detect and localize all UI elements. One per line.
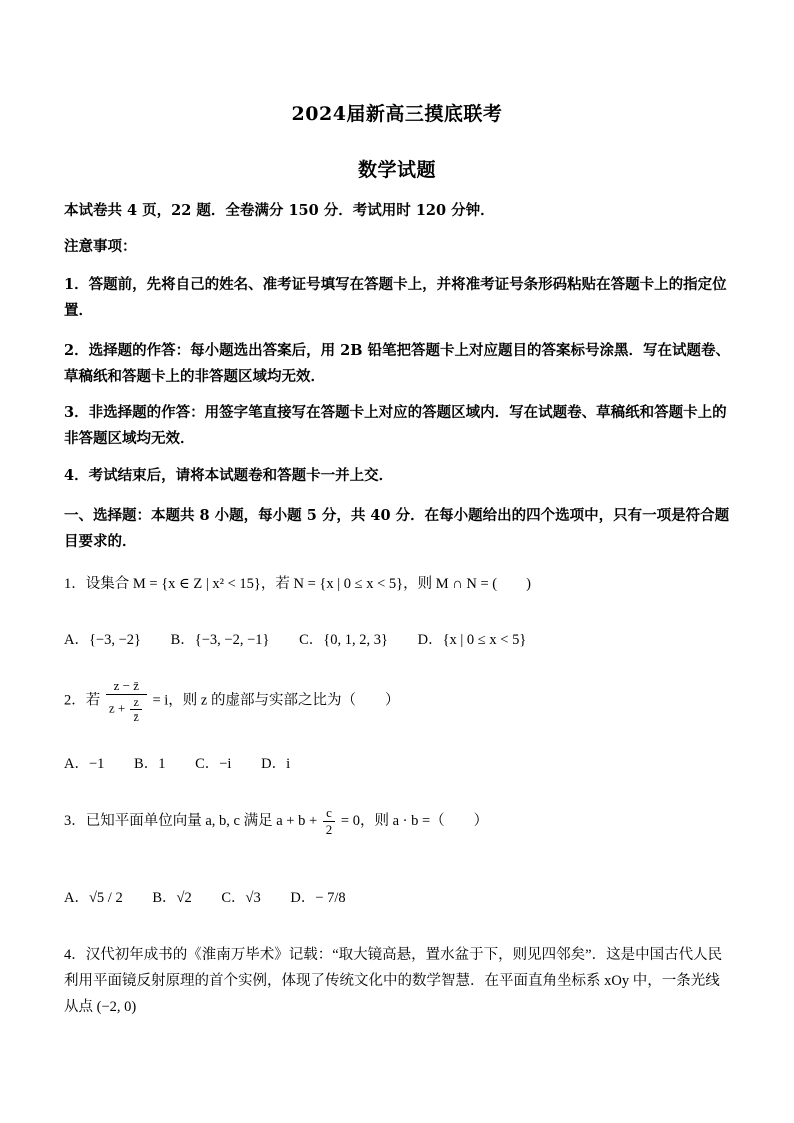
- notice-item-1: 1．答题前，先将自己的姓名、准考证号填写在答题卡上，并将准考证号条形码粘贴在答题卡上的指定位置．: [64, 276, 727, 319]
- section-heading: 一、选择题：本题共 8 小题，每小题 5 分，共 40 分．在每小题给出的四个选项中，只有一项是符合题目要求的．: [64, 507, 730, 550]
- nested-denominator: z̄: [133, 710, 139, 724]
- fraction-denominator: 2: [325, 822, 333, 837]
- option-c: C．√3: [221, 890, 261, 906]
- question-4-stem: 4．汉代初年成书的《淮南万毕术》记载：“取大镜高悬，置水盆于下，则见四邻矣”．这是中国古代人民利用平面镜反射原理的首个实例，体现了传统文化中的数学智慧．在平面直角坐标系 xOy 中，一条光线从点 (−2, 0): [64, 947, 723, 1015]
- page-subtitle: 数学试题: [357, 159, 436, 181]
- option-b: B．√2: [152, 890, 192, 906]
- notice-item-3: 3．非选择题的作答：用签字笔直接写在答题卡上对应的答题区域内．写在试题卷、草稿纸和答题卡上的非答题区域均无效．: [64, 404, 727, 447]
- question-2-suffix: = i，则 z 的虚部与实部之比为（ ）: [152, 692, 400, 709]
- question-2-prefix: 2．若: [64, 692, 101, 709]
- fraction-numerator: z − z̄: [106, 678, 147, 695]
- option-a: A．{−3, −2}: [64, 632, 141, 648]
- question-3-fraction: [323, 805, 336, 838]
- option-d: D．− 7/8: [290, 890, 346, 906]
- fraction-numerator: c: [323, 805, 336, 822]
- question-3-options: [64, 885, 734, 911]
- option-c: C．{0, 1, 2, 3}: [299, 632, 388, 648]
- question-1-stem: 1．设集合 M = {x ∈ Z | x² < 15}，若 N = {x | 0 ≤ x < 5}，则 M ∩ N = ( ): [64, 576, 531, 592]
- notice-item-4: 4．考试结束后，请将本试题卷和答题卡一并上交．: [64, 467, 394, 484]
- question-2-fraction: [106, 678, 147, 724]
- page-title: 2024届新高三摸底联考: [291, 103, 503, 125]
- option-a: A．√5 / 2: [64, 890, 123, 906]
- question-3-suffix: = 0，则 a · b =（ ）: [340, 812, 489, 829]
- denominator-term: z +: [108, 700, 126, 716]
- option-c: C．−i: [195, 756, 232, 772]
- question-2-stem: [64, 678, 734, 724]
- question-1-options: [64, 627, 734, 653]
- question-3-prefix: 3．已知平面单位向量 a, b, c 满足 a + b +: [64, 812, 318, 829]
- option-b: B．{−3, −2, −1}: [170, 632, 270, 648]
- notice-heading: 注意事项：: [64, 238, 137, 255]
- option-b: B．1: [134, 756, 166, 772]
- question-2-options: [64, 751, 734, 777]
- question-3-stem: [64, 805, 734, 838]
- nested-fraction: [130, 695, 141, 724]
- notice-item-2: 2．选择题的作答：每小题选出答案后，用 2B 铅笔把答题卡上对应题目的答案标号涂黑．写在试题卷、草稿纸和答题卡上的非答题区域均无效．: [64, 342, 731, 385]
- fraction-denominator: [106, 695, 147, 724]
- nested-numerator: z: [130, 695, 141, 710]
- option-a: A．−1: [64, 756, 105, 772]
- option-d: D．i: [261, 756, 291, 772]
- exam-intro: 本试卷共 4 页，22 题．全卷满分 150 分．考试用时 120 分钟．: [64, 202, 495, 219]
- option-d: D．{x | 0 ≤ x < 5}: [417, 632, 527, 648]
